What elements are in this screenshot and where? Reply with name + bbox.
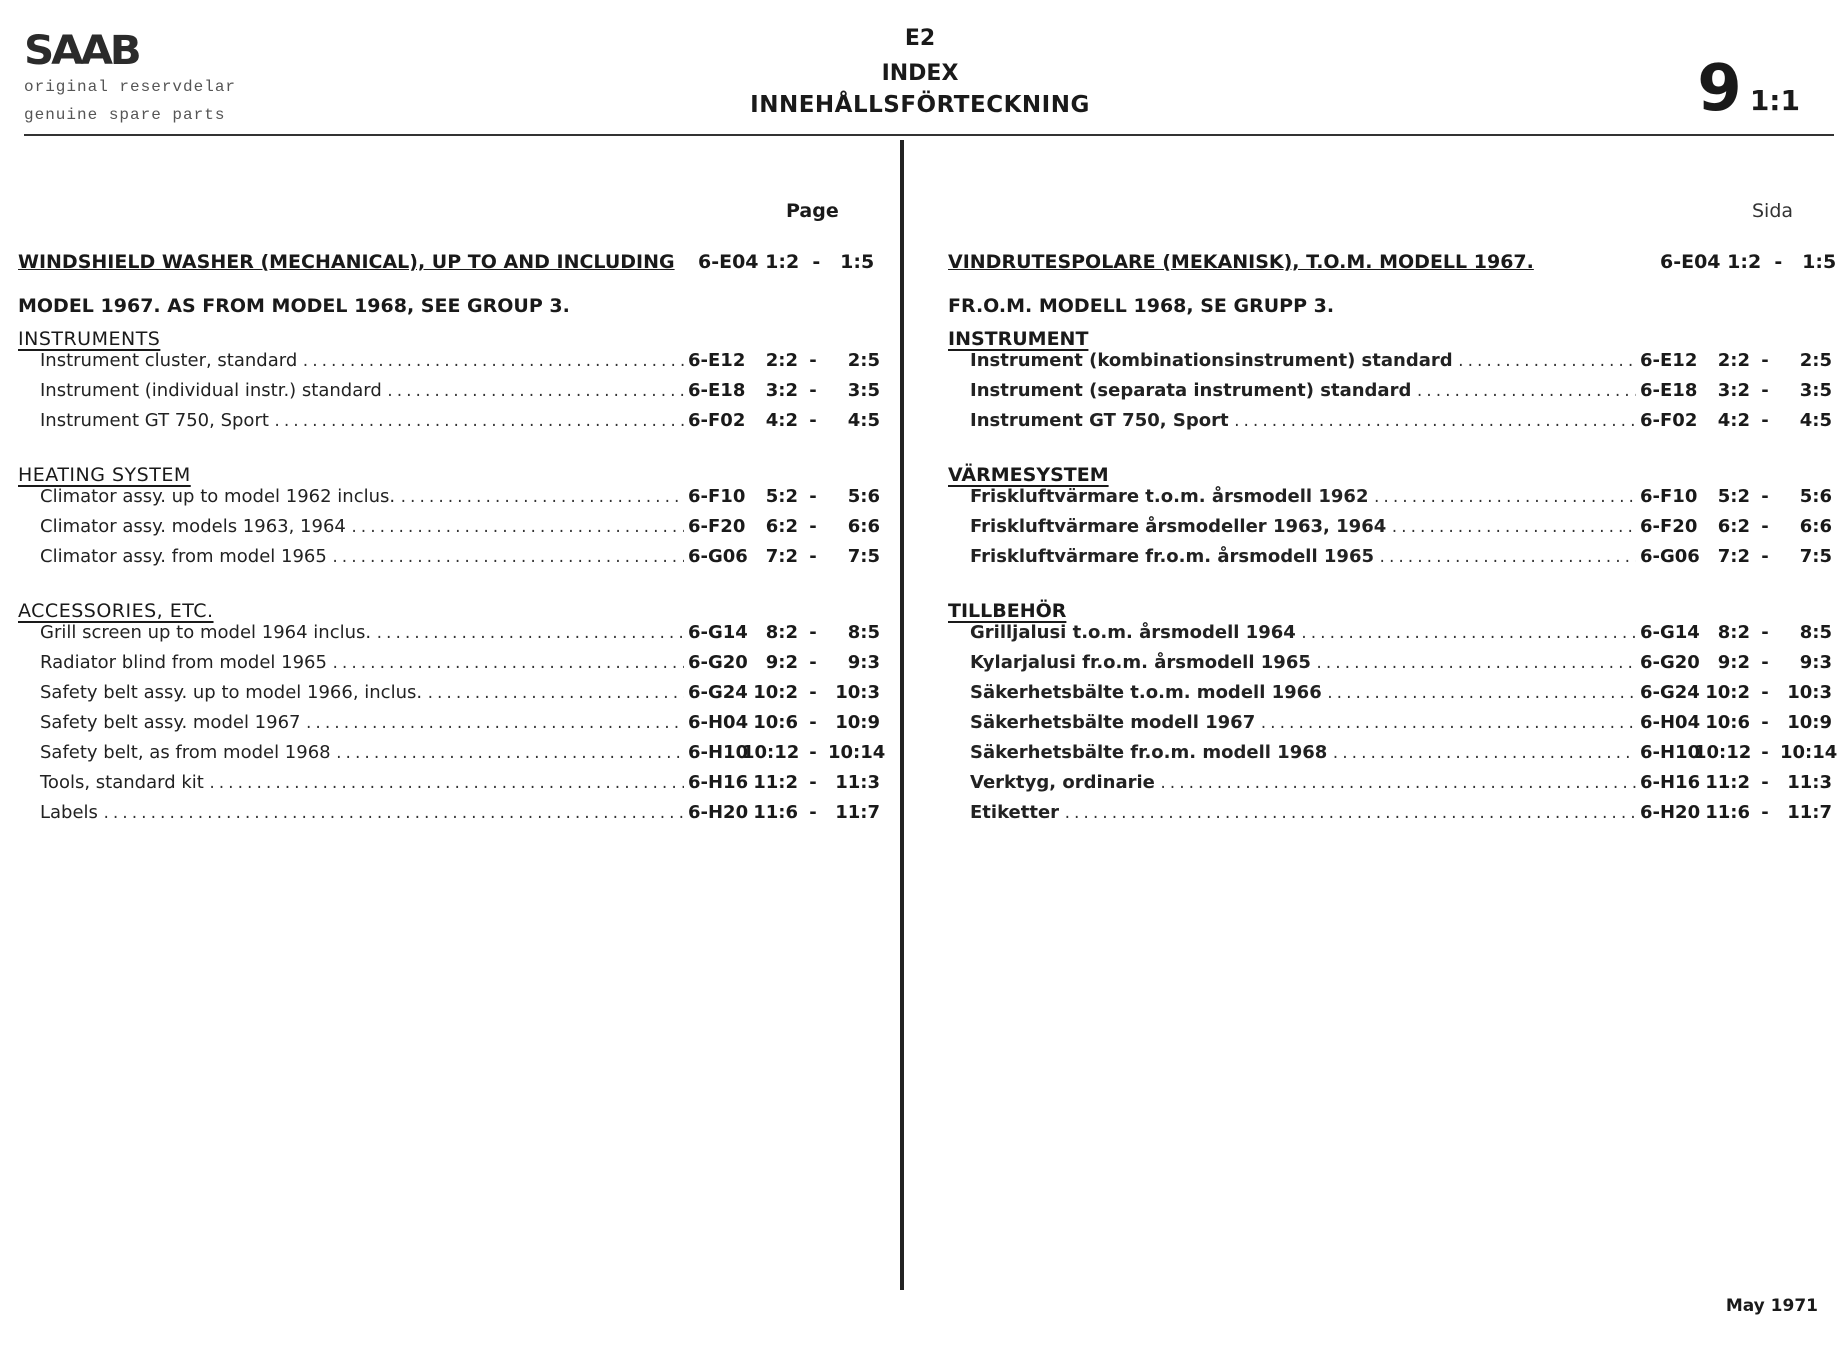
index-row: Instrument GT 750, Sport ..... 6-F02 4:2 - 4:5 — [40, 410, 880, 440]
tagline-english: genuine spare parts — [24, 106, 226, 124]
column-header — [948, 196, 1832, 240]
sheet-number: 1:1 — [1749, 84, 1800, 117]
intro-line — [18, 240, 880, 284]
index-row: Friskluftvärmare t.o.m. årsmodell 1962 ..... 6-F10 5:2 - 5:6 — [970, 486, 1832, 516]
index-row: Säkerhetsbälte fr.o.m. modell 1968 ..... 6-H10 10:12 - 10:14 — [970, 742, 1832, 772]
section-entries — [40, 350, 880, 440]
intro-text: WINDSHIELD WASHER (MECHANICAL), UP TO AND INCLUDING — [18, 251, 675, 273]
tagline-swedish: original reservdelar — [24, 78, 237, 96]
index-row: Safety belt, as from model 1968 ..... 6-H10 10:12 - 10:14 — [40, 742, 880, 772]
index-row: Säkerhetsbälte t.o.m. modell 1966 ..... 6-G24 10:2 - 10:3 — [970, 682, 1832, 712]
saab-logo: SAAB — [24, 28, 139, 74]
intro-code: 6-E04 — [698, 251, 759, 273]
header-divider — [24, 134, 1834, 136]
page-subtitle: INNEHÅLLSFÖRTECKNING — [750, 92, 1090, 118]
intro-line-2: FR.O.M. MODELL 1968, SE GRUPP 3. — [948, 295, 1335, 317]
index-row: Instrument GT 750, Sport ..... 6-F02 4:2 - 4:5 — [970, 410, 1832, 440]
section-entries — [970, 622, 1838, 832]
swedish-column — [948, 196, 1838, 856]
index-row: Instrument cluster, standard ..... 6-E12 2:2 - 2:5 — [40, 350, 880, 380]
index-row: Radiator blind from model 1965 ..... 6-G20 9:2 - 9:3 — [40, 652, 880, 682]
index-row: Verktyg, ordinarie ..... 6-H16 11:2 - 11:3 — [970, 772, 1832, 802]
index-row: Grill screen up to model 1964 inclus. ..... 6-G14 8:2 - 8:5 — [40, 622, 880, 652]
column-divider — [900, 140, 904, 1290]
footer-date: May 1971 — [1725, 1296, 1818, 1316]
index-row: Safety belt assy. model 1967 ..... 6-H04 10:6 - 10:9 — [40, 712, 880, 742]
index-row: Climator assy. up to model 1962 inclus. ..... 6-F10 5:2 - 5:6 — [40, 486, 880, 516]
section-title: VÄRMESYSTEM — [948, 464, 1109, 486]
intro-pages: 1:2 - 1:5 — [1727, 251, 1837, 273]
intro-ref — [698, 240, 874, 284]
section-entries — [40, 622, 886, 832]
section-title: INSTRUMENT — [948, 328, 1089, 350]
section-title: INSTRUMENTS — [18, 328, 161, 350]
index-row: Instrument (individual instr.) standard ..... 6-E18 3:2 - 3:5 — [40, 380, 880, 410]
column-header — [18, 196, 880, 240]
intro-line-2: MODEL 1967. AS FROM MODEL 1968, SEE GROUP 3. — [18, 295, 570, 317]
index-row: Kylarjalusi fr.o.m. årsmodell 1965 ..... 6-G20 9:2 - 9:3 — [970, 652, 1832, 682]
intro-text: VINDRUTESPOLARE (MEKANISK), T.O.M. MODELL 1967. — [948, 251, 1534, 273]
index-row: Instrument (separata instrument) standard ..... 6-E18 3:2 - 3:5 — [970, 380, 1832, 410]
index-row: Climator assy. from model 1965 ..... 6-G06 7:2 - 7:5 — [40, 546, 880, 576]
intro-code: 6-E04 — [1660, 251, 1721, 273]
index-row: Grilljalusi t.o.m. årsmodell 1964 ..... 6-G14 8:2 - 8:5 — [970, 622, 1832, 652]
index-row: Friskluftvärmare årsmodeller 1963, 1964 ..... 6-F20 6:2 - 6:6 — [970, 516, 1832, 546]
section-entries — [970, 350, 1832, 440]
section-title: TILLBEHÖR — [948, 600, 1067, 622]
english-column — [18, 196, 886, 856]
intro-line — [948, 240, 1837, 284]
section-entries — [970, 486, 1832, 576]
index-row: Etiketter ..... 6-H20 11:6 - 11:7 — [970, 802, 1832, 832]
index-row: Säkerhetsbälte modell 1967 ..... 6-H04 10:6 - 10:9 — [970, 712, 1832, 742]
index-row: Tools, standard kit ..... 6-H16 11:2 - 11:3 — [40, 772, 880, 802]
index-row: Climator assy. models 1963, 1964 ..... 6-F20 6:2 - 6:6 — [40, 516, 880, 546]
group-number: 9 — [1697, 52, 1742, 126]
section-entries — [40, 486, 880, 576]
index-row: Labels ..... 6-H20 11:6 - 11:7 — [40, 802, 880, 832]
intro-ref — [1660, 240, 1836, 284]
section-title: HEATING SYSTEM — [18, 464, 191, 486]
index-row: Instrument (kombinationsinstrument) standard ..... 6-E12 2:2 - 2:5 — [970, 350, 1832, 380]
document-code: E2 — [904, 26, 936, 51]
section-title: ACCESSORIES, ETC. — [18, 600, 214, 622]
page-number — [1697, 52, 1800, 126]
intro-pages: 1:2 - 1:5 — [765, 251, 875, 273]
page-label: Sida — [1752, 200, 1794, 222]
page-header — [0, 26, 1840, 118]
index-row: Safety belt assy. up to model 1966, inclus. ..... 6-G24 10:2 - 10:3 — [40, 682, 880, 712]
page-title: INDEX — [881, 61, 959, 86]
index-row: Friskluftvärmare fr.o.m. årsmodell 1965 ..... 6-G06 7:2 - 7:5 — [970, 546, 1832, 576]
page-label: Page — [786, 200, 839, 222]
